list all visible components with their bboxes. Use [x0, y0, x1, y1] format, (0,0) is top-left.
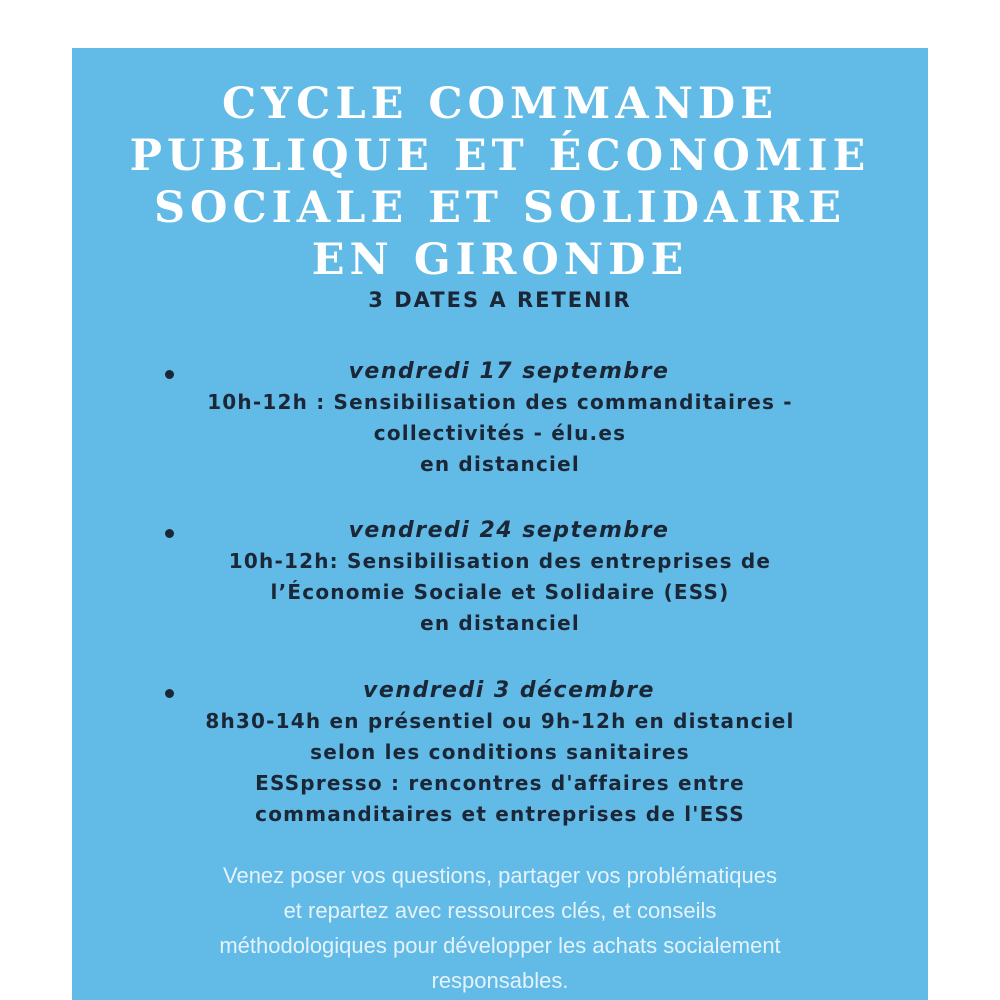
event-detail: collectivités - élu.es — [373, 421, 627, 445]
event-detail: en distanciel — [420, 452, 580, 476]
event-date: vendredi 17 septembre — [348, 359, 670, 384]
title-line: EN GIRONDE — [311, 235, 689, 285]
event-detail: ESSpresso : rencontres d'affaires entre — [255, 771, 745, 795]
bullet-icon — [165, 370, 174, 379]
footer-line: méthodologiques pour développer les achats socialement — [219, 933, 781, 958]
bullet-icon — [165, 529, 174, 538]
event-date: vendredi 3 décembre — [363, 678, 655, 703]
dates-heading: 3 DATES A RETENIR — [368, 288, 632, 312]
flyer-panel — [72, 48, 928, 1000]
event-date: vendredi 24 septembre — [348, 518, 670, 543]
event-item — [72, 675, 928, 830]
footer-text — [72, 858, 928, 998]
event-detail: 8h30-14h en présentiel ou 9h-12h en distanciel — [205, 709, 795, 733]
event-item — [72, 515, 928, 639]
event-detail: 10h-12h : Sensibilisation des commanditaires - — [207, 390, 793, 414]
footer-line: Venez poser vos questions, partager vos problématiques — [223, 863, 777, 888]
title-line: PUBLIQUE ET ÉCONOMIE — [129, 131, 871, 181]
bullet-icon — [165, 689, 174, 698]
event-detail: l’Économie Sociale et Solidaire (ESS) — [270, 580, 730, 604]
flyer-title — [72, 78, 928, 286]
footer-line: et repartez avec ressources clés, et conseils — [283, 898, 717, 923]
event-detail: 10h-12h: Sensibilisation des entreprises de — [228, 549, 772, 573]
title-line: SOCIALE ET SOLIDAIRE — [153, 183, 847, 233]
event-detail: commanditaires et entreprises de l'ESS — [255, 802, 745, 826]
event-item — [72, 356, 928, 480]
title-line: CYCLE COMMANDE — [222, 79, 778, 129]
event-detail: selon les conditions sanitaires — [310, 740, 690, 764]
event-detail: en distanciel — [420, 611, 580, 635]
footer-line: responsables. — [431, 968, 569, 993]
